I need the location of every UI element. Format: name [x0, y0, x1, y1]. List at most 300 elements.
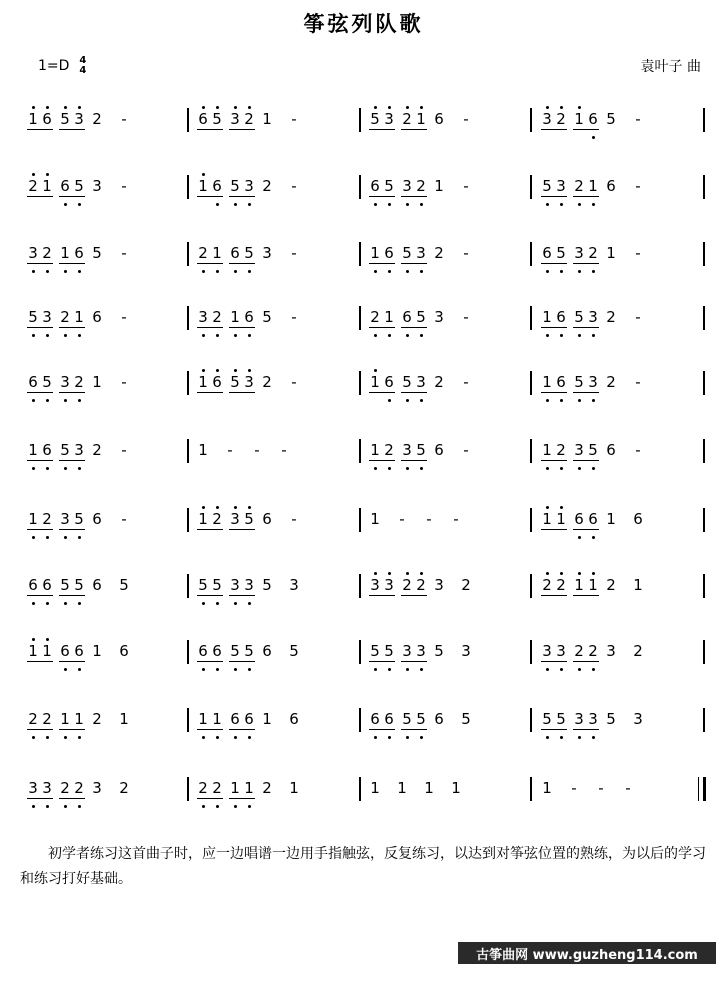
octave-high-dot — [420, 106, 423, 109]
note-digit: 5 — [92, 244, 102, 262]
octave-high-dot — [546, 106, 549, 109]
beam-underline — [401, 129, 427, 130]
note-digit: 3 — [26, 779, 40, 797]
beam-underline — [197, 392, 223, 393]
barline — [187, 371, 189, 395]
note-digit: 2 — [40, 710, 54, 728]
note-digit: 5 — [368, 110, 382, 128]
note-digit: 1 — [196, 710, 210, 728]
octave-low-dot — [78, 668, 81, 671]
note-digit: 3 — [382, 110, 396, 128]
note-digit: 5 — [540, 710, 554, 728]
score-row — [0, 508, 727, 540]
note-digit: 6 — [210, 177, 224, 195]
octave-low-dot — [388, 399, 391, 402]
note-digit: 1 — [92, 373, 102, 391]
note-digit: 2 — [40, 510, 54, 528]
note-digit: 6 — [40, 576, 54, 594]
octave-high-dot — [202, 369, 205, 372]
note-digit: 6 — [119, 642, 129, 660]
barline — [359, 508, 361, 532]
note-digit: 6 — [92, 576, 102, 594]
note-digit: 3 — [72, 110, 86, 128]
note-digit: 3 — [40, 308, 54, 326]
barline — [703, 371, 705, 395]
beam-underline — [369, 661, 395, 662]
score-row — [0, 242, 727, 274]
octave-high-dot — [388, 572, 391, 575]
note-digit: 5 — [540, 177, 554, 195]
note-digit: 5 — [242, 244, 256, 262]
octave-high-dot — [248, 106, 251, 109]
octave-low-dot — [578, 334, 581, 337]
beam-underline — [59, 529, 85, 530]
octave-low-dot — [374, 270, 377, 273]
octave-low-dot — [248, 203, 251, 206]
sustain-dash: - — [291, 110, 297, 128]
score-row — [0, 574, 727, 606]
note-digit: 5 — [242, 510, 256, 528]
octave-low-dot — [64, 203, 67, 206]
note-digit: 3 — [368, 576, 382, 594]
sustain-dash: - — [291, 177, 297, 195]
octave-low-dot — [64, 602, 67, 605]
beam-underline — [573, 661, 599, 662]
octave-high-dot — [546, 572, 549, 575]
note-digit: 3 — [400, 177, 414, 195]
note-digit: 2 — [92, 710, 102, 728]
octave-high-dot — [46, 106, 49, 109]
note-digit: 5 — [606, 110, 616, 128]
note-digit: 1 — [414, 110, 428, 128]
octave-high-dot — [388, 106, 391, 109]
note-digit: 2 — [196, 244, 210, 262]
note-digit: 2 — [434, 373, 444, 391]
octave-high-dot — [248, 506, 251, 509]
note-digit: 6 — [262, 510, 272, 528]
octave-high-dot — [578, 106, 581, 109]
barline — [359, 306, 361, 330]
score-row — [0, 708, 727, 740]
octave-high-dot — [46, 638, 49, 641]
note-digit: 6 — [434, 110, 444, 128]
beam-underline — [229, 263, 255, 264]
score-row — [0, 371, 727, 403]
octave-low-dot — [216, 334, 219, 337]
note-digit: 6 — [58, 642, 72, 660]
octave-low-dot — [202, 270, 205, 273]
octave-high-dot — [216, 106, 219, 109]
octave-low-dot — [592, 203, 595, 206]
beam-underline — [573, 460, 599, 461]
note-digit: 5 — [434, 642, 444, 660]
note-digit: 1 — [424, 779, 434, 797]
note-digit: 1 — [26, 441, 40, 459]
note-digit: 6 — [228, 710, 242, 728]
octave-high-dot — [234, 506, 237, 509]
octave-low-dot — [234, 334, 237, 337]
octave-low-dot — [32, 805, 35, 808]
barline — [530, 306, 532, 330]
octave-low-dot — [64, 467, 67, 470]
time-signature-bottom: 4 — [79, 65, 87, 76]
note-digit: 2 — [414, 576, 428, 594]
note-digit: 1 — [262, 710, 272, 728]
barline — [359, 708, 361, 732]
beam-underline — [27, 661, 53, 662]
sustain-dash: - — [635, 177, 641, 195]
note-digit: 6 — [633, 510, 643, 528]
note-digit: 2 — [633, 642, 643, 660]
practice-note: 初学者练习这首曲子时，应一边唱谱一边用手指触弦，反复练习，以达到对筝弦位置的熟练，为以后的学习和练习打好基础。 — [20, 846, 706, 887]
note-digit: 3 — [414, 244, 428, 262]
octave-low-dot — [216, 270, 219, 273]
note-digit: 2 — [40, 244, 54, 262]
barline — [703, 242, 705, 266]
note-digit: 6 — [40, 110, 54, 128]
note-digit: 3 — [40, 779, 54, 797]
octave-low-dot — [234, 203, 237, 206]
note-digit: 2 — [262, 373, 272, 391]
note-digit: 2 — [586, 642, 600, 660]
octave-low-dot — [578, 668, 581, 671]
note-digit: 2 — [572, 177, 586, 195]
note-digit: 3 — [400, 642, 414, 660]
beam-underline — [59, 327, 85, 328]
beam-underline — [197, 196, 223, 197]
octave-low-dot — [592, 668, 595, 671]
note-digit: 1 — [58, 244, 72, 262]
beam-underline — [541, 263, 567, 264]
octave-low-dot — [32, 334, 35, 337]
sustain-dash: - — [635, 244, 641, 262]
beam-underline — [401, 460, 427, 461]
sustain-dash: - — [635, 373, 641, 391]
barline — [359, 371, 361, 395]
beam-underline — [573, 729, 599, 730]
note-digit: 3 — [572, 244, 586, 262]
note-digit: 1 — [198, 441, 208, 459]
note-digit: 2 — [554, 110, 568, 128]
beam-underline — [401, 263, 427, 264]
octave-low-dot — [578, 536, 581, 539]
beam-underline — [229, 661, 255, 662]
octave-low-dot — [420, 467, 423, 470]
octave-low-dot — [78, 334, 81, 337]
note-digit: 1 — [196, 373, 210, 391]
beam-underline — [229, 595, 255, 596]
octave-low-dot — [592, 399, 595, 402]
octave-low-dot — [546, 399, 549, 402]
note-digit: 2 — [262, 779, 272, 797]
score-row — [0, 108, 727, 140]
octave-low-dot — [78, 536, 81, 539]
note-digit: 1 — [554, 510, 568, 528]
note-digit: 1 — [382, 308, 396, 326]
note-digit: 6 — [586, 110, 600, 128]
octave-low-dot — [388, 467, 391, 470]
note-digit: 6 — [242, 308, 256, 326]
octave-low-dot — [406, 334, 409, 337]
barline — [187, 640, 189, 664]
barline — [187, 242, 189, 266]
octave-low-dot — [560, 270, 563, 273]
note-digit: 5 — [262, 308, 272, 326]
beam-underline — [229, 798, 255, 799]
note-digit: 5 — [586, 441, 600, 459]
note-digit: 6 — [72, 244, 86, 262]
note-digit: 1 — [606, 244, 616, 262]
beam-underline — [59, 392, 85, 393]
barline — [359, 574, 361, 598]
barline — [187, 708, 189, 732]
beam-underline — [229, 529, 255, 530]
note-digit: 2 — [72, 779, 86, 797]
note-digit: 2 — [58, 308, 72, 326]
octave-high-dot — [202, 106, 205, 109]
note-digit: 2 — [606, 308, 616, 326]
beam-underline — [197, 327, 223, 328]
octave-high-dot — [578, 572, 581, 575]
octave-low-dot — [46, 736, 49, 739]
note-digit: 5 — [262, 576, 272, 594]
beam-underline — [27, 529, 53, 530]
score-row — [0, 777, 727, 809]
note-digit: 3 — [242, 177, 256, 195]
octave-high-dot — [234, 106, 237, 109]
octave-low-dot — [78, 736, 81, 739]
octave-low-dot — [546, 668, 549, 671]
note-digit: 1 — [370, 510, 380, 528]
note-digit: 1 — [26, 642, 40, 660]
note-digit: 6 — [368, 177, 382, 195]
note-digit: 5 — [228, 177, 242, 195]
note-digit: 6 — [554, 373, 568, 391]
note-digit: 6 — [540, 244, 554, 262]
beam-underline — [541, 661, 567, 662]
note-digit: 5 — [72, 576, 86, 594]
note-digit: 1 — [196, 177, 210, 195]
note-digit: 5 — [40, 373, 54, 391]
beam-underline — [197, 263, 223, 264]
score-title: 筝弦列队歌 — [303, 12, 424, 36]
octave-low-dot — [546, 467, 549, 470]
barline — [703, 306, 705, 330]
octave-low-dot — [32, 736, 35, 739]
beam-underline — [59, 196, 85, 197]
sustain-dash: - — [291, 308, 297, 326]
note-digit: 5 — [554, 244, 568, 262]
note-digit: 1 — [40, 177, 54, 195]
note-digit: 3 — [633, 710, 643, 728]
octave-low-dot — [578, 467, 581, 470]
octave-low-dot — [406, 270, 409, 273]
beam-underline — [27, 263, 53, 264]
octave-low-dot — [420, 334, 423, 337]
note-digit: 1 — [542, 779, 552, 797]
sustain-dash: - — [635, 110, 641, 128]
score-row — [0, 175, 727, 207]
barline — [530, 439, 532, 463]
sustain-dash: - — [463, 177, 469, 195]
octave-low-dot — [64, 399, 67, 402]
beam-underline — [27, 460, 53, 461]
final-barline — [703, 777, 706, 801]
note-digit: 2 — [400, 576, 414, 594]
note-digit: 5 — [58, 110, 72, 128]
octave-low-dot — [388, 736, 391, 739]
beam-underline — [541, 529, 567, 530]
octave-high-dot — [560, 572, 563, 575]
octave-low-dot — [78, 270, 81, 273]
note-digit: 6 — [26, 576, 40, 594]
sustain-dash: - — [635, 441, 641, 459]
sustain-dash: - — [281, 441, 287, 459]
beam-underline — [369, 595, 395, 596]
note-digit: 2 — [262, 177, 272, 195]
note-digit: 3 — [382, 576, 396, 594]
note-digit: 5 — [400, 710, 414, 728]
octave-high-dot — [374, 369, 377, 372]
octave-low-dot — [578, 399, 581, 402]
sustain-dash: - — [121, 373, 127, 391]
octave-low-dot — [202, 668, 205, 671]
note-digit: 6 — [368, 710, 382, 728]
note-digit: 6 — [572, 510, 586, 528]
note-digit: 1 — [633, 576, 643, 594]
beam-underline — [27, 729, 53, 730]
note-digit: 1 — [572, 576, 586, 594]
octave-low-dot — [234, 668, 237, 671]
sustain-dash: - — [399, 510, 405, 528]
beam-underline — [27, 595, 53, 596]
barline — [187, 439, 189, 463]
note-digit: 3 — [572, 710, 586, 728]
octave-low-dot — [560, 736, 563, 739]
octave-high-dot — [202, 506, 205, 509]
octave-low-dot — [374, 736, 377, 739]
octave-low-dot — [32, 536, 35, 539]
note-digit: 2 — [210, 510, 224, 528]
note-digit: 5 — [210, 576, 224, 594]
octave-low-dot — [216, 668, 219, 671]
note-digit: 2 — [414, 177, 428, 195]
note-digit: 3 — [586, 308, 600, 326]
note-digit: 3 — [461, 642, 471, 660]
octave-low-dot — [374, 203, 377, 206]
octave-low-dot — [248, 270, 251, 273]
beam-underline — [541, 129, 567, 130]
note-digit: 2 — [586, 244, 600, 262]
note-digit: 2 — [210, 308, 224, 326]
octave-high-dot — [32, 638, 35, 641]
site-footer: 古筝曲网 www.guzheng114.com — [458, 942, 716, 964]
beam-underline — [401, 595, 427, 596]
note-digit: 3 — [228, 510, 242, 528]
note-digit: 1 — [368, 244, 382, 262]
sustain-dash: - — [635, 308, 641, 326]
beam-underline — [59, 661, 85, 662]
barline — [703, 108, 705, 132]
note-digit: 5 — [400, 373, 414, 391]
octave-low-dot — [202, 602, 205, 605]
note-digit: 1 — [451, 779, 461, 797]
beam-underline — [229, 129, 255, 130]
note-digit: 3 — [262, 244, 272, 262]
barline — [530, 708, 532, 732]
note-digit: 6 — [262, 642, 272, 660]
octave-low-dot — [216, 602, 219, 605]
note-digit: 1 — [26, 110, 40, 128]
note-digit: 3 — [554, 177, 568, 195]
note-digit: 1 — [210, 710, 224, 728]
note-digit: 1 — [119, 710, 129, 728]
octave-low-dot — [420, 736, 423, 739]
octave-low-dot — [32, 270, 35, 273]
time-signature — [79, 56, 86, 76]
note-digit: 1 — [92, 642, 102, 660]
octave-low-dot — [406, 668, 409, 671]
octave-high-dot — [216, 369, 219, 372]
note-digit: 2 — [572, 642, 586, 660]
octave-low-dot — [546, 736, 549, 739]
barline — [187, 574, 189, 598]
octave-high-dot — [78, 106, 81, 109]
sustain-dash: - — [463, 373, 469, 391]
octave-low-dot — [46, 602, 49, 605]
note-digit: 6 — [382, 244, 396, 262]
beam-underline — [59, 129, 85, 130]
octave-high-dot — [374, 106, 377, 109]
note-digit: 6 — [210, 642, 224, 660]
sustain-dash: - — [571, 779, 577, 797]
octave-low-dot — [46, 399, 49, 402]
barline — [359, 439, 361, 463]
octave-low-dot — [78, 602, 81, 605]
octave-high-dot — [234, 369, 237, 372]
sustain-dash: - — [121, 441, 127, 459]
beam-underline — [541, 196, 567, 197]
note-digit: 1 — [262, 110, 272, 128]
octave-low-dot — [32, 602, 35, 605]
octave-low-dot — [46, 536, 49, 539]
note-digit: 1 — [586, 576, 600, 594]
barline — [187, 306, 189, 330]
note-digit: 2 — [554, 441, 568, 459]
note-digit: 5 — [289, 642, 299, 660]
beam-underline — [59, 595, 85, 596]
octave-low-dot — [216, 736, 219, 739]
note-digit: 3 — [242, 373, 256, 391]
sustain-dash: - — [254, 441, 260, 459]
octave-low-dot — [202, 805, 205, 808]
octave-low-dot — [248, 668, 251, 671]
note-digit: 5 — [119, 576, 129, 594]
note-digit: 3 — [586, 373, 600, 391]
octave-low-dot — [216, 805, 219, 808]
barline — [530, 175, 532, 199]
key-label: 1=D — [38, 58, 70, 74]
octave-low-dot — [592, 736, 595, 739]
note-digit: 5 — [414, 441, 428, 459]
octave-high-dot — [546, 506, 549, 509]
beam-underline — [59, 729, 85, 730]
octave-low-dot — [560, 399, 563, 402]
barline — [703, 439, 705, 463]
octave-low-dot — [560, 334, 563, 337]
note-digit: 5 — [400, 244, 414, 262]
note-digit: 1 — [606, 510, 616, 528]
